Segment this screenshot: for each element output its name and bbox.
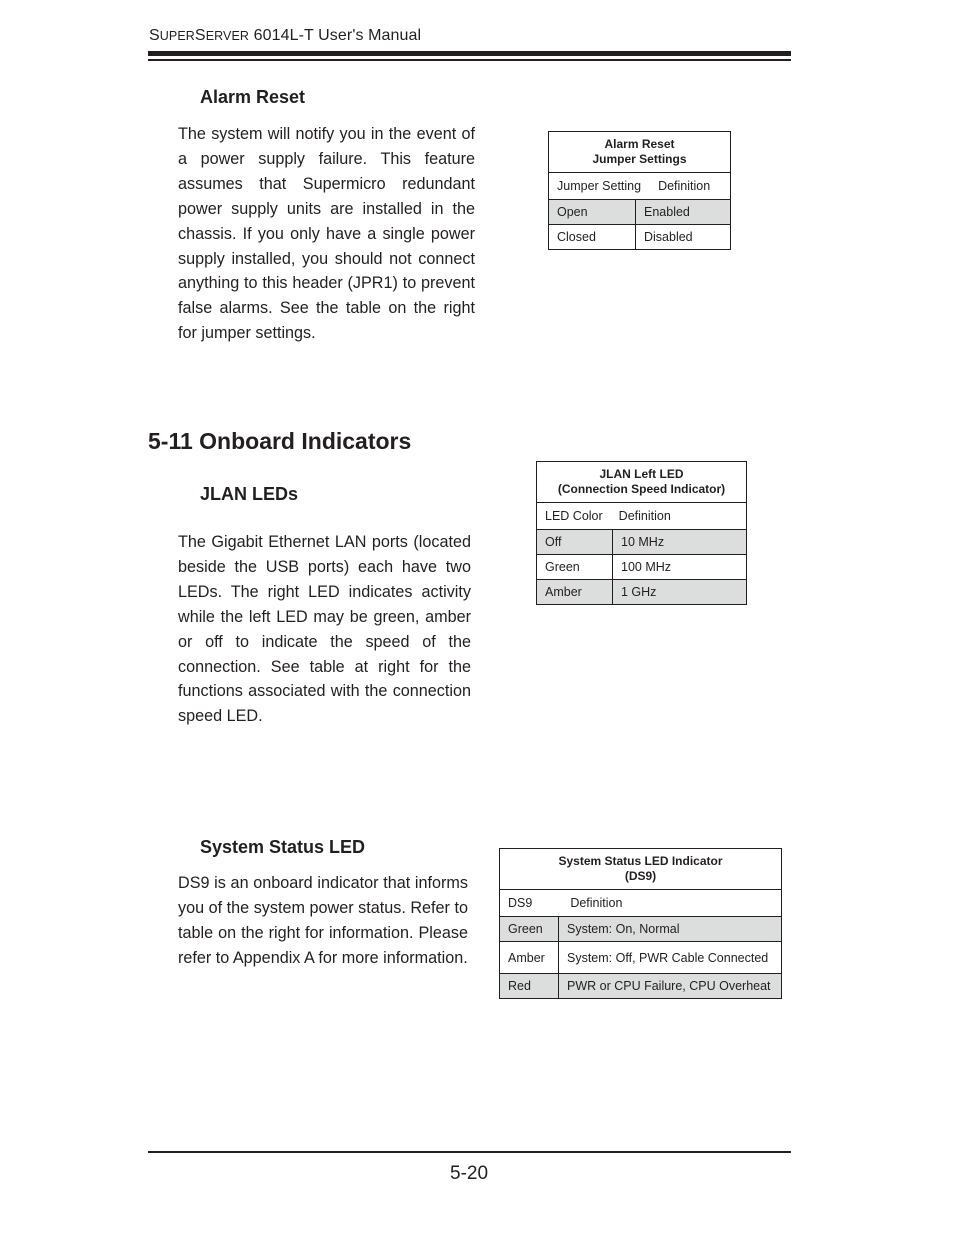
table-cell: Closed: [549, 225, 636, 250]
table-cell: System: Off, PWR Cable Connected: [559, 942, 782, 974]
col2-header: Definition: [570, 896, 623, 910]
table-cell: 1 GHz: [613, 580, 747, 605]
jlan-heading: JLAN LEDs: [200, 484, 299, 504]
col2-header: Definition: [618, 509, 671, 523]
table-cell: Enabled: [636, 200, 731, 225]
table-caption: [549, 132, 731, 173]
col1-header: DS9: [508, 896, 533, 910]
status-led-paragraph: DS9 is an onboard indicator that informs you of the system power status. Refer to table on the right for information. Please refer to Appendix A for more information.: [178, 874, 468, 967]
table-cell: Disabled: [636, 225, 731, 250]
table-header-row: [500, 890, 782, 917]
caption-line2: (DS9): [624, 869, 657, 883]
table-cell: Open: [549, 200, 636, 225]
caption-line2: (Connection Speed Indicator): [557, 482, 726, 496]
table-row: [537, 530, 747, 555]
caption-line1: JLAN Left LED: [599, 467, 684, 481]
caption-line2: Jumper Settings: [592, 152, 687, 166]
table-cell: System: On, Normal: [559, 917, 782, 942]
brand-s2: S: [194, 27, 206, 44]
jlan-paragraph: The Gigabit Ethernet LAN ports (located beside the USB ports) each have two LEDs. The right LED indicates activity while the left LED may be green, amber or off to indicate the speed of the connection. See table at right for the functions associated with the connection speed LED.: [178, 533, 471, 726]
table-caption: [537, 462, 747, 503]
table-cell: Amber: [500, 942, 559, 974]
footer-rule: [148, 1151, 791, 1153]
table-cell: 100 MHz: [613, 555, 747, 580]
table-row: [537, 580, 747, 605]
caption-line1: Alarm Reset: [604, 137, 675, 151]
header-rule-thick: [148, 51, 791, 56]
manual-title: 6014L-T User's Manual: [249, 27, 422, 44]
section-title: 5-11 Onboard Indicators: [148, 428, 412, 454]
col1-header: LED Color: [545, 509, 603, 523]
table-header-row: [537, 503, 747, 530]
running-header: [149, 27, 421, 45]
col2-header: Definition: [658, 179, 711, 193]
page-number: 5-20: [450, 1163, 489, 1184]
table-row: [549, 225, 731, 250]
alarm-reset-heading: Alarm Reset: [200, 87, 306, 107]
table-cell: Green: [500, 917, 559, 942]
jlan-table: [536, 461, 747, 605]
table-cell: PWR or CPU Failure, CPU Overheat: [559, 974, 782, 999]
table-cell: Amber: [537, 580, 613, 605]
brand-rest2: ERVER: [205, 29, 250, 43]
table-cell: Off: [537, 530, 613, 555]
table-row: [500, 917, 782, 942]
table-cell: 10 MHz: [613, 530, 747, 555]
status-led-heading: System Status LED: [200, 837, 366, 857]
table-row: [500, 974, 782, 999]
table-cell: Red: [500, 974, 559, 999]
table-row: [549, 200, 731, 225]
col1-header: Jumper Setting: [557, 179, 642, 193]
alarm-reset-paragraph: The system will notify you in the event of a power supply failure. This feature assumes that Supermicro redundant power supply units are installed in the chassis. If you only have a single power supply installed, you should not connect anything to this header (JPR1) to prevent false alarms. See the table on the right for jumper settings.: [178, 125, 475, 343]
caption-line1: System Status LED Indicator: [558, 854, 723, 868]
table-row: [537, 555, 747, 580]
brand-s1: S: [149, 27, 160, 44]
alarm-reset-table: [548, 131, 731, 250]
header-rule-thin: [148, 59, 791, 61]
brand-rest1: UPER: [159, 29, 195, 43]
table-cell: Green: [537, 555, 613, 580]
table-caption: [500, 849, 782, 890]
table-header-row: [549, 173, 731, 200]
status-led-table: [499, 848, 782, 999]
table-row: [500, 942, 782, 974]
